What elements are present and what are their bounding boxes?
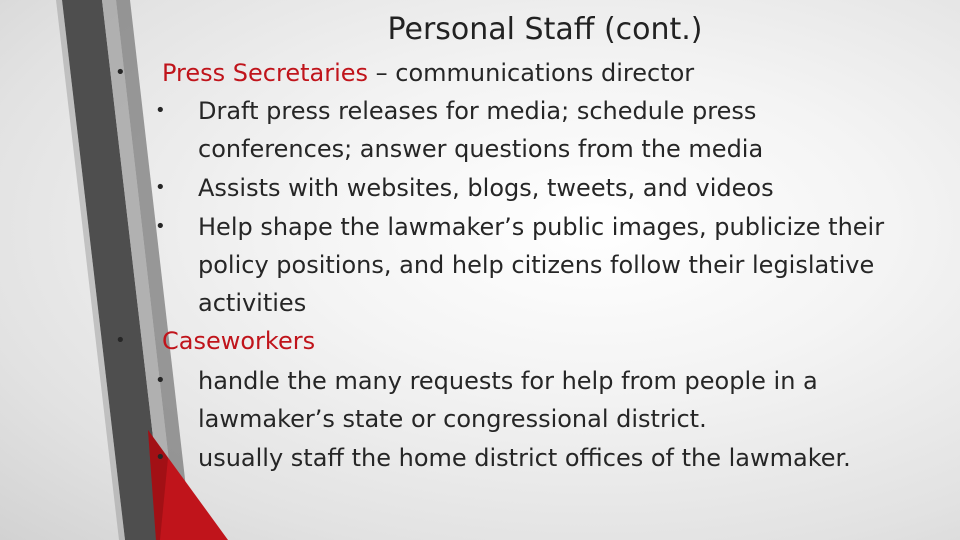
caseworkers-heading: Caseworkers	[162, 327, 316, 355]
sub-item-text: conferences; answer questions from the media	[198, 135, 764, 163]
sub-bullet-marker: •	[155, 177, 166, 198]
sub-bullet-marker: •	[155, 216, 166, 237]
slide-title: Personal Staff (cont.)	[387, 12, 703, 47]
sub-bullet-marker: •	[155, 370, 166, 391]
list-item-heading	[162, 326, 315, 356]
bullet-marker: •	[115, 62, 126, 83]
bullet-marker: •	[115, 330, 126, 351]
press-secretaries-description: – communications director	[368, 59, 695, 87]
sub-item-text: Help shape the lawmaker’s public images, publicize their	[198, 213, 885, 241]
sub-bullet-marker: •	[155, 100, 166, 121]
sub-item-text: lawmaker’s state or congressional district.	[198, 405, 707, 433]
sub-bullet-marker: •	[155, 447, 166, 468]
sub-item-text: activities	[198, 289, 307, 317]
list-item-heading	[162, 58, 694, 88]
sub-item-text: policy positions, and help citizens follow their legislative	[198, 251, 875, 279]
press-secretaries-heading: Press Secretaries	[162, 59, 369, 87]
sub-item-text: usually staff the home district offices of the lawmaker.	[198, 444, 851, 472]
sub-item-text: Draft press releases for media; schedule press	[198, 97, 757, 125]
sub-item-text: handle the many requests for help from people in a	[198, 367, 818, 395]
sub-item-text: Assists with websites, blogs, tweets, and videos	[198, 174, 774, 202]
